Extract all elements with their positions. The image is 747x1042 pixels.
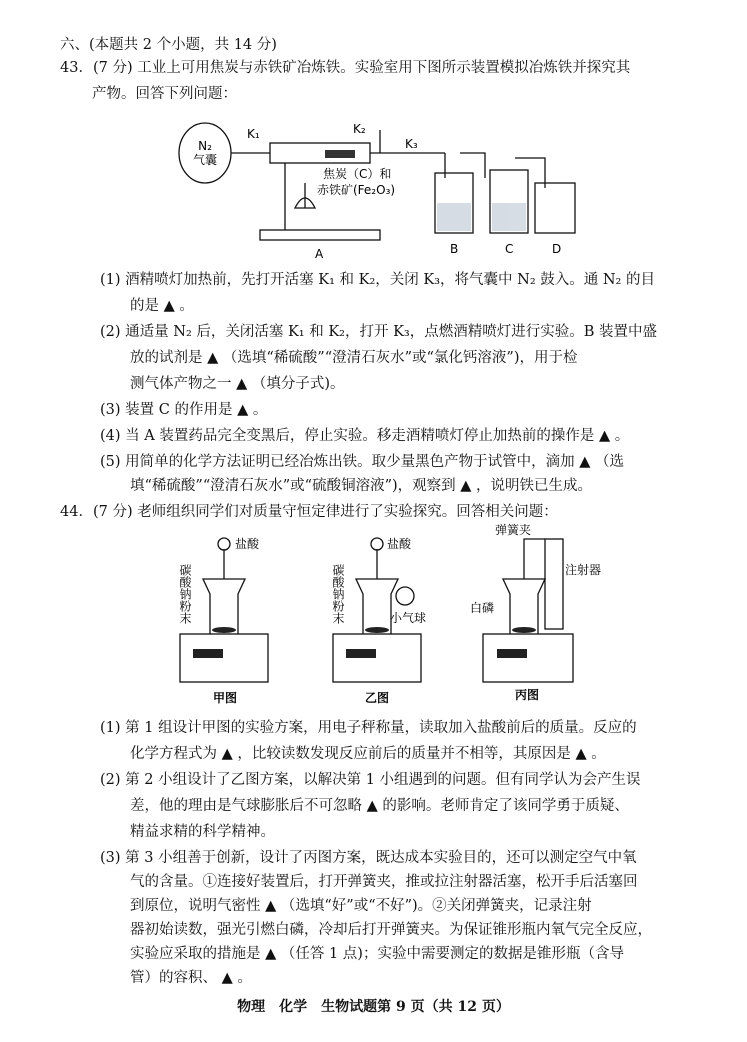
k2-label: K₂: [353, 122, 366, 136]
q43-part2-line1: (2) 通适量 N₂ 后，关闭活塞 K₁ 和 K₂，打开 K₃，点燃酒精喷灯进行实验。B 装置中盛: [100, 324, 658, 340]
q44-part2-line2: 差，他的理由是气球膨胀后不可忽略 ▲ 的影响。老师肯定了该同学勇于质疑、: [130, 798, 629, 814]
caption-yi: 乙图: [365, 691, 390, 705]
label-c: C: [505, 242, 514, 256]
q43-head-line2: 产物。回答下列问题：: [92, 86, 237, 102]
q43-part1-line2: 的是 ▲ 。: [130, 298, 194, 314]
iron-smelting-apparatus-figure: [175, 108, 595, 266]
mass-conservation-figure: [175, 523, 602, 709]
q44-part3-line4: 器初始读数，强光引燃白磷，冷却后打开弹簧夹。为保证锥形瓶内氧气完全反应，: [130, 922, 652, 938]
label-a: A: [315, 247, 324, 261]
q44-part3-line5: 实验应采取的措施是 ▲ （任答 1 点)；实验中需要测定的数据是锥形瓶（含导: [130, 946, 624, 962]
reagent-label-1: 焦炭（C）和: [323, 167, 392, 181]
powder-label-2: 碳酸钠粉末: [331, 564, 345, 624]
label-d: D: [552, 242, 562, 256]
q43-part2-line3: 测气体产物之一 ▲ （填分子式)。: [130, 376, 345, 392]
q43-part5-line1: (5) 用简单的化学方法证明已经冶炼出铁。取少量黑色产物于试管中，滴加 ▲ （选: [100, 454, 625, 470]
q43-part3: (3) 装置 C 的作用是 ▲ 。: [100, 402, 268, 418]
k3-label: K₃: [405, 137, 418, 151]
white-phosphorus-label: 白磷: [470, 601, 495, 615]
caption-bing: 丙图: [515, 688, 540, 702]
acid-label-1: 盐酸: [235, 537, 260, 551]
q44-part3-line3: 到原位，说明气密性 ▲ （选填“好”或“不好”)。②关闭弹簧夹，记录注射: [130, 898, 592, 914]
q44-part2-line1: (2) 第 2 小组设计了乙图方案，以解决第 1 小组遇到的问题。但有同学认为会产生误: [100, 772, 641, 788]
k1-label: K₁: [247, 127, 260, 141]
caption-jia: 甲图: [213, 691, 238, 705]
balloon-label: N₂ 气囊: [192, 139, 218, 167]
acid-label-2: 盐酸: [387, 537, 412, 551]
powder-label-1: 碳酸钠粉末: [178, 564, 192, 624]
q44-part1-line2: 化学方程式为 ▲ ，比较读数发现反应前后的质量并不相等，其原因是 ▲ 。: [130, 746, 606, 762]
q43-head-line1: 43．(7 分) 工业上可用焦炭与赤铁矿冶炼铁。实验室用下图所示装置模拟冶炼铁并探究其: [60, 60, 631, 76]
label-b: B: [450, 242, 459, 256]
q44-part1-line1: (1) 第 1 组设计甲图的实验方案，用电子秤称量，读取加入盐酸前后的质量。反应的: [100, 720, 637, 736]
q44-part3-line1: (3) 第 3 小组善于创新，设计了丙图方案，既达成本实验目的，还可以测定空气中氧: [100, 850, 637, 866]
q43-part2-line2: 放的试剂是 ▲ （选填“稀硫酸”“澄清石灰水”或“氯化钙溶液”)，用于检: [130, 350, 578, 366]
q43-part1-line1: (1) 酒精喷灯加热前，先打开活塞 K₁ 和 K₂，关闭 K₃，将气囊中 N₂ 鼓入。通 N₂ 的目: [100, 272, 655, 288]
q44-part2-line3: 精益求精的科学精神。: [130, 824, 275, 840]
q44-part3-line6: 管）的容积、 ▲ 。: [130, 970, 252, 986]
syringe-label: 注射器: [565, 563, 602, 577]
q43-part5-line2: 填“稀硫酸”“澄清石灰水”或“硫酸铜溶液”)，观察到 ▲ ，说明铁已生成。: [130, 478, 593, 494]
q44-part3-line2: 气的含量。①连接好装置后，打开弹簧夹，推或拉注射器活塞，松开手后活塞回: [130, 874, 638, 890]
spring-clip-label: 弹簧夹: [495, 523, 532, 537]
q44-head: 44．(7 分) 老师组织同学们对质量守恒定律进行了实验探究。回答相关问题：: [60, 504, 558, 520]
reagent-label-2: 赤铁矿(Fe₂O₃): [317, 183, 396, 197]
section-title: 六、(本题共 2 个小题，共 14 分): [60, 37, 277, 53]
q43-part4: (4) 当 A 装置药品完全变黑后，停止实验。移走酒精喷灯停止加热前的操作是 ▲ 。: [100, 428, 630, 444]
small-balloon-label: 小气球: [390, 611, 427, 625]
page-footer: 物理 化学 生物试题第 9 页（共 12 页）: [237, 999, 510, 1015]
